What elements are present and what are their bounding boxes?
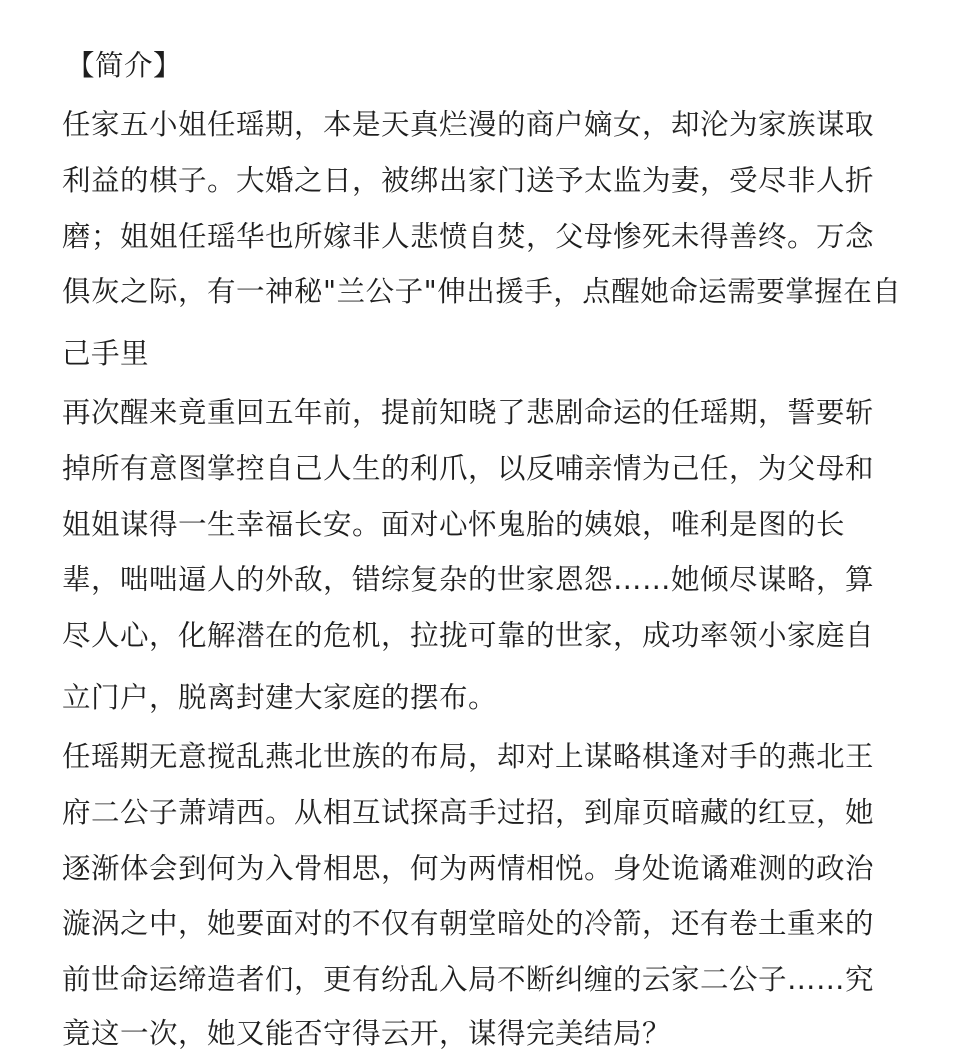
text-line: 俱灰之际，有一神秘"兰公子"伸出援手，点醒她命运需要掌握在自 — [62, 275, 902, 308]
text-line: 前世命运缔造者们，更有纷乱入局不断纠缠的云家二公子……究 — [62, 963, 875, 996]
text-line: 姐姐谋得一生幸福长安。面对心怀鬼胎的姨娘，唯利是图的长 — [62, 508, 846, 541]
text-line: 竟这一次，她又能否守得云开，谋得完美结局？ — [62, 1017, 672, 1050]
text-line: 任家五小姐任瑶期，本是天真烂漫的商户嫡女，却沦为家族谋取 — [62, 108, 875, 141]
text-line: 任瑶期无意搅乱燕北世族的布局，却对上谋略棋逢对手的燕北王 — [62, 740, 875, 773]
text-line: 立门户，脱离封建大家庭的摆布。 — [62, 681, 498, 714]
text-line: 辈，咄咄逼人的外敌，错综复杂的世家恩怨……她倾尽谋略，算 — [62, 563, 875, 596]
text-line: 府二公子萧靖西。从相互试探高手过招，到扉页暗藏的红豆，她 — [62, 796, 875, 829]
text-line: 再次醒来竟重回五年前，提前知晓了悲剧命运的任瑶期，誓要斩 — [62, 396, 875, 429]
text-line: 己手里 — [62, 337, 150, 370]
text-line: 逐渐体会到何为入骨相思，何为两情相悦。身处诡谲难测的政治 — [62, 852, 875, 885]
text-line: 尽人心，化解潜在的危机，拉拢可靠的世家，成功率领小家庭自 — [62, 619, 875, 652]
text-line: 漩涡之中，她要面对的不仅有朝堂暗处的冷箭，还有卷土重来的 — [62, 907, 875, 940]
text-line: 掉所有意图掌控自己人生的利爪，以反哺亲情为己任，为父母和 — [62, 452, 875, 485]
text-line: 磨；姐姐任瑶华也所嫁非人悲愤自焚，父母惨死未得善终。万念 — [62, 220, 875, 253]
text-line: 利益的棋子。大婚之日，被绑出家门送予太监为妻，受尽非人折 — [62, 164, 875, 197]
synopsis-heading: 【简介】 — [66, 49, 183, 82]
